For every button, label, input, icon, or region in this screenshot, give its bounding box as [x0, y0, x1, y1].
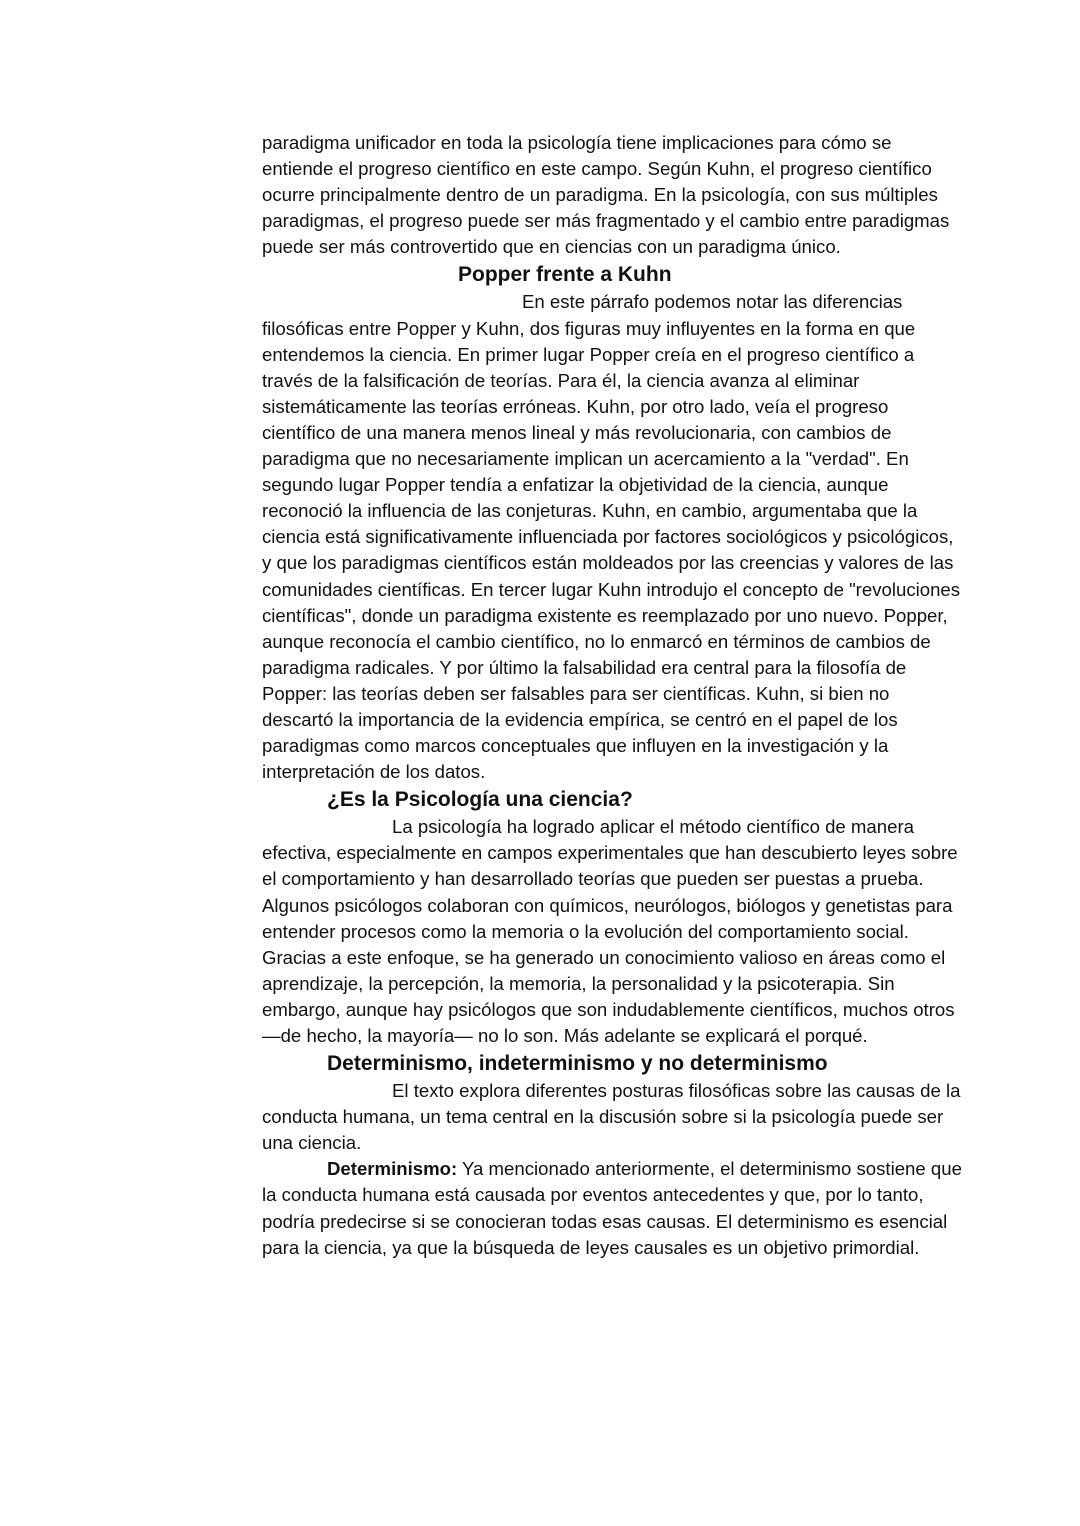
paragraph-determinism: El texto explora diferentes posturas filosóficas sobre las causas de la conducta humana, un tema central en la discusión sobre si la psicología puede ser una ciencia.: [262, 1080, 961, 1154]
paragraph-popper-kuhn: En este párrafo podemos notar las diferencias filosóficas entre Popper y Kuhn, dos figuras muy influyentes en la forma en que entendemos la ciencia. En primer lugar Popper creía en el progreso científico a través de la falsificación de teorías. Para él, la ciencia avanza al eliminar sistemáticamente las teorías erróneas. Kuhn, por otro lado, veía el progreso científico de una manera menos lineal y más revolucionaria, con cambios de paradigma que no necesariamente implican un acercamiento a la "verdad". En segundo lugar Popper tendía a enfatizar la objetividad de la ciencia, aunque reconoció la influencia de las conjeturas. Kuhn, en cambio, argumentaba que la ciencia está significativamente influenciada por factores sociológicos y psicológicos, y que los paradigmas científicos están moldeados por las creencias y valores de las comunidades científicas. En tercer lugar Kuhn introdujo el concepto de "revoluciones científicas", donde un paradigma existente es reemplazado por uno nuevo. Popper, aunque reconocía el cambio científico, no lo enmarcó en términos de cambios de paradigma radicales. Y por último la falsabilidad era central para la filosofía de Popper: las teorías deben ser falsables para ser científicas. Kuhn, si bien no descartó la importancia de la evidencia empírica, se centró en el papel de los paradigmas como marcos conceptuales que influyen en la investigación y la interpretación de los datos.: [262, 291, 961, 783]
document-page: [262, 130, 962, 1261]
paragraph-determinism-term: [262, 1156, 962, 1260]
term-body: Ya mencionado anteriormente, el determinismo sostiene que la conducta humana está causada por eventos antecedentes y que, por lo tanto, podría predecirse si se conocieran todas esas causas. El determinismo es esencial para la ciencia, ya que la búsqueda de leyes causales es un objetivo primordial.: [262, 1158, 962, 1258]
heading-popper-kuhn: Popper frente a Kuhn: [458, 263, 672, 287]
paragraph-psych-science: La psicología ha logrado aplicar el método científico de manera efectiva, especialmente en campos experimentales que han descubierto leyes sobre el comportamiento y han desarrollado teorías que pueden ser puestas a prueba. Algunos psicólogos colaboran con químicos, neurólogos, biólogos y genetistas para entender procesos como la memoria o la evolución del comportamiento social. Gracias a este enfoque, se ha generado un conocimiento valioso en áreas como el aprendizaje, la percepción, la memoria, la personalidad y la psicoterapia. Sin embargo, aunque hay psicólogos que son indudablemente científicos, muchos otros —de hecho, la mayoría— no lo son. Más adelante se explicará el porqué.: [262, 816, 958, 1046]
heading-psych-science: ¿Es la Psicología una ciencia?: [327, 788, 633, 812]
term-label: Determinismo:: [327, 1158, 458, 1180]
heading-determinism: Determinismo, indeterminismo y no determinismo: [327, 1052, 828, 1076]
intro-paragraph: paradigma unificador en toda la psicología tiene implicaciones para cómo se entiende el progreso científico en este campo. Según Kuhn, el progreso científico ocurre principalmente dentro de un paradigma. En la psicología, con sus múltiples paradigmas, el progreso puede ser más fragmentado y el cambio entre paradigmas puede ser más controvertido que en ciencias con un paradigma único.: [262, 132, 950, 258]
